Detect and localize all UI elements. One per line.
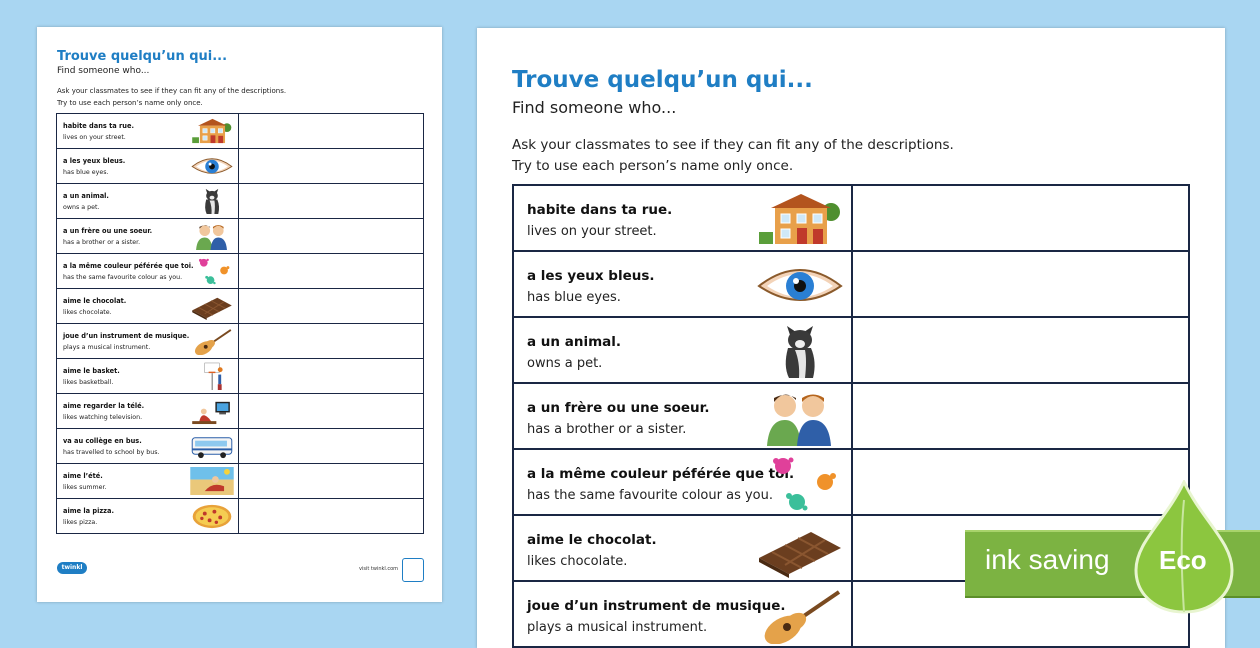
- row-french: aime le chocolat.: [527, 532, 657, 548]
- row-english: has blue eyes.: [63, 169, 109, 176]
- table-row: [513, 383, 1189, 449]
- page-subtitle: Find someone who...: [512, 98, 677, 117]
- row-english: has the same favourite colour as you.: [63, 274, 183, 281]
- row-english: plays a musical instrument.: [527, 620, 708, 635]
- table-row: [57, 324, 424, 359]
- guitar-icon: [755, 586, 845, 644]
- name-cell: [852, 317, 1189, 383]
- table-row: [57, 499, 424, 534]
- row-french: a un frère ou une soeur.: [527, 400, 710, 416]
- row-english: likes watching television.: [63, 414, 143, 421]
- name-cell: [239, 254, 424, 289]
- name-cell: [239, 464, 424, 499]
- row-english: owns a pet.: [63, 204, 100, 211]
- cat-icon: [189, 187, 235, 215]
- siblings-icon: [755, 388, 845, 446]
- row-french: joue d’un instrument de musique.: [527, 598, 786, 614]
- eye-icon: [189, 152, 235, 180]
- thumbnail-instruction-1: Ask your classmates to see if they can fit any of the descriptions.: [57, 87, 287, 95]
- thumbnail-title: Trouve quelqu’un qui...: [57, 49, 228, 64]
- row-english: has the same favourite colour as you.: [527, 488, 773, 503]
- row-french: aime le basket.: [63, 367, 120, 375]
- pizza-icon: [189, 502, 235, 530]
- name-cell: [852, 185, 1189, 251]
- row-french: a un animal.: [63, 192, 109, 200]
- table-row: [513, 317, 1189, 383]
- row-french: aime le chocolat.: [63, 297, 127, 305]
- name-cell: [239, 429, 424, 464]
- paint-splash-icon: [189, 257, 235, 285]
- basketball-icon: [189, 362, 235, 390]
- television-icon: [189, 397, 235, 425]
- twinkl-logo: twinkl: [57, 562, 87, 574]
- row-english: lives on your street.: [63, 134, 126, 141]
- ink-saving-label: ink saving: [985, 544, 1110, 575]
- name-cell: [239, 289, 424, 324]
- row-french: a un frère ou une soeur.: [63, 227, 153, 235]
- instruction-1: Ask your classmates to see if they can fit any of the descriptions.: [512, 137, 954, 153]
- eco-label: Eco: [1159, 545, 1207, 575]
- name-cell: [239, 184, 424, 219]
- table-row: [57, 464, 424, 499]
- siblings-icon: [189, 222, 235, 250]
- cat-icon: [755, 322, 845, 380]
- house-icon: [755, 190, 845, 248]
- name-cell: [852, 383, 1189, 449]
- row-english: has a brother or a sister.: [527, 422, 687, 437]
- thumbnail-instruction-2: Try to use each person’s name only once.: [57, 99, 203, 107]
- table-row: [57, 359, 424, 394]
- row-french: a un animal.: [527, 334, 622, 350]
- row-french: aime l’été.: [63, 472, 103, 480]
- name-cell: [239, 114, 424, 149]
- eye-icon: [755, 256, 845, 314]
- beach-icon: [189, 467, 235, 495]
- bus-icon: [189, 432, 235, 460]
- row-french: va au collège en bus.: [63, 437, 142, 445]
- table-row: [57, 429, 424, 464]
- worksheet-thumbnail[interactable]: [37, 27, 442, 602]
- table-row: [513, 449, 1189, 515]
- thumbnail-table: [56, 113, 424, 534]
- chocolate-icon: [189, 292, 235, 320]
- name-cell: [239, 324, 424, 359]
- table-row: [57, 289, 424, 324]
- row-english: has blue eyes.: [527, 290, 621, 305]
- quality-badge-icon: [402, 558, 424, 582]
- table-row: [57, 394, 424, 429]
- table-row: [57, 254, 424, 289]
- row-french: joue d’un instrument de musique.: [63, 332, 190, 340]
- row-french: a les yeux bleus.: [527, 268, 655, 284]
- name-cell: [239, 499, 424, 534]
- row-english: likes pizza.: [63, 519, 98, 526]
- row-english: owns a pet.: [527, 356, 603, 371]
- row-french: habite dans ta rue.: [63, 122, 134, 130]
- name-cell: [239, 149, 424, 184]
- row-french: a la même couleur péférée que toi.: [527, 466, 795, 482]
- row-english: lives on your street.: [527, 224, 657, 239]
- row-english: has travelled to school by bus.: [63, 449, 160, 456]
- row-english: has a brother or a sister.: [63, 239, 141, 246]
- chocolate-icon: [755, 520, 845, 578]
- eco-drop-icon: [1132, 480, 1237, 615]
- row-english: likes basketball.: [63, 379, 114, 386]
- instruction-2: Try to use each person’s name only once.: [512, 158, 794, 174]
- name-cell: [852, 251, 1189, 317]
- row-english: plays a musical instrument.: [63, 344, 151, 351]
- row-french: aime la pizza.: [63, 507, 114, 515]
- paint-splash-icon: [755, 454, 845, 512]
- thumbnail-subtitle: Find someone who...: [57, 66, 150, 76]
- page-title: Trouve quelqu’un qui...: [512, 67, 813, 93]
- table-row: [57, 184, 424, 219]
- footer-url: visit twinkl.com: [359, 566, 399, 572]
- row-french: habite dans ta rue.: [527, 202, 673, 218]
- row-english: likes chocolate.: [63, 309, 112, 316]
- name-cell: [239, 359, 424, 394]
- name-cell: [239, 394, 424, 429]
- guitar-icon: [189, 327, 235, 355]
- row-english: likes summer.: [63, 484, 107, 491]
- house-icon: [189, 117, 235, 145]
- row-french: aime regarder la télé.: [63, 402, 145, 410]
- table-row: [57, 149, 424, 184]
- name-cell: [239, 219, 424, 254]
- row-french: a la même couleur péférée que toi.: [63, 262, 194, 270]
- table-row: [513, 251, 1189, 317]
- table-row: [57, 219, 424, 254]
- row-french: a les yeux bleus.: [63, 157, 126, 165]
- table-row: [57, 114, 424, 149]
- row-english: likes chocolate.: [527, 554, 628, 569]
- table-row: [513, 185, 1189, 251]
